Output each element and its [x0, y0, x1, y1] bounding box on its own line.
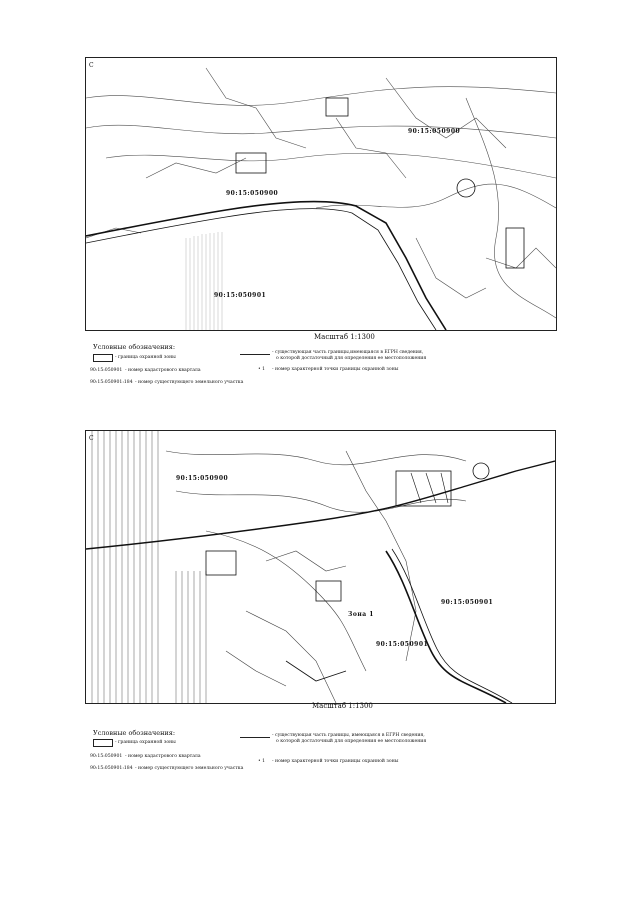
map-2-scale: Масштаб 1:1300 [312, 702, 373, 710]
block-label: 90:15:050901 [214, 292, 267, 299]
point-marker: • 1 [258, 367, 266, 372]
zone-boundary-swatch [93, 739, 113, 747]
parcel-desc: - номер существующего земельного участка [135, 380, 244, 385]
quarter-desc: - номер кадастрового квартала [125, 754, 201, 759]
block-label: 90:15:050900 [226, 190, 279, 197]
point-marker: • 1 [258, 759, 266, 764]
point-desc: - номер характерной точки границы охранной зоны [272, 367, 399, 372]
quarter-desc: - номер кадастрового квартала [125, 368, 201, 373]
block-label: 90:15:050901 [441, 599, 494, 606]
map-1-legend-title: Условные обозначения: [93, 343, 176, 351]
quarter-code: 90:15:050901 [90, 754, 123, 759]
north-arrow-label: С [89, 435, 94, 442]
point-desc: - номер характерной точки границы охранной зоны [272, 759, 399, 764]
map-1 [85, 57, 557, 331]
north-arrow-label: С [89, 62, 94, 69]
parcel-code: 90:15:050901:184 [90, 766, 133, 771]
existing-part-label-2: о которой достаточный для определения ее местоположения [276, 356, 427, 361]
existing-part-swatch [240, 354, 270, 355]
parcel-code: 90:15:050901:184 [90, 380, 133, 385]
existing-part-swatch [240, 737, 270, 738]
existing-part-label: - существующая часть границы, имеющаяся в ЕГРН сведения, [272, 733, 425, 738]
block-label: Зона 1 [348, 611, 374, 618]
map-2-drawing [86, 431, 555, 703]
map-1-drawing [86, 58, 556, 330]
parcel-desc: - номер существующего земельного участка [135, 766, 244, 771]
zone-boundary-swatch [93, 354, 113, 362]
map-2 [85, 430, 556, 704]
map-1-scale: Масштаб 1:1300 [314, 333, 375, 341]
existing-part-label: - существующая часть границы,имеющаяся в ЕГРН сведения, [272, 350, 424, 355]
zone-boundary-label: - граница охранной зоны [115, 740, 176, 745]
existing-part-label-2: о которой достаточный для определения ее местоположения [276, 739, 427, 744]
map-2-legend-title: Условные обозначения: [93, 729, 176, 737]
quarter-code: 90:15:050901 [90, 368, 123, 373]
block-label: 90:15:050901 [376, 641, 429, 648]
block-label: 90:15:050900 [408, 128, 461, 135]
zone-boundary-label: - граница охранной зоны [115, 355, 176, 360]
block-label: 90:15:050900 [176, 475, 229, 482]
